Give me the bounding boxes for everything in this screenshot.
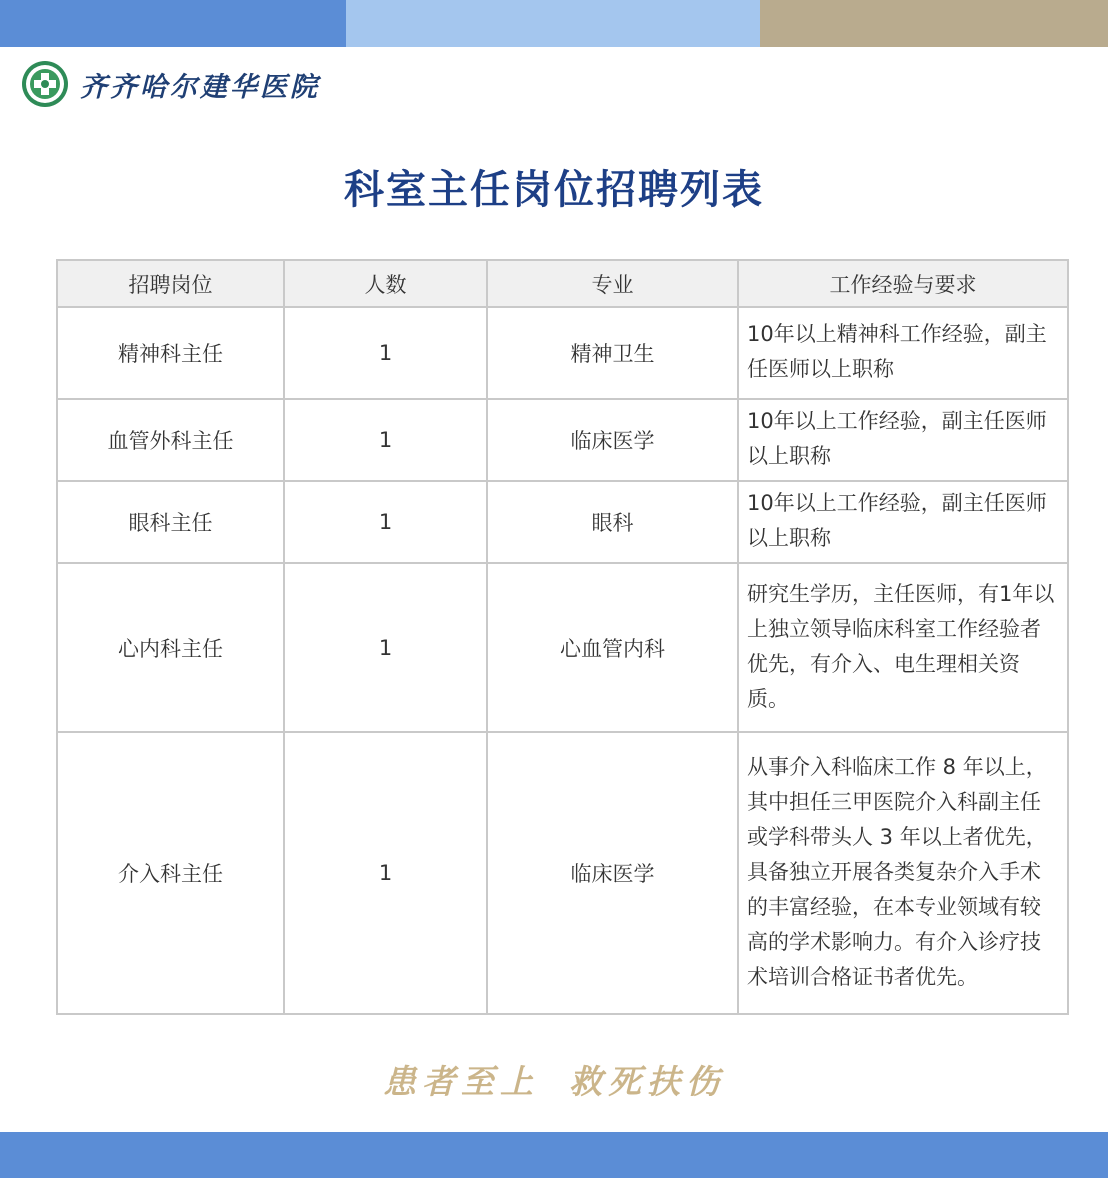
cell-count: 1: [284, 732, 487, 1014]
header-requirement: 工作经验与要求: [738, 260, 1068, 307]
cell-count: 1: [284, 307, 487, 399]
cell-position: 精神科主任: [57, 307, 284, 399]
page-title: 科室主任岗位招聘列表: [344, 166, 764, 213]
cell-major: 心血管内科: [487, 563, 738, 732]
cell-count: 1: [284, 481, 487, 563]
hospital-name: 齐齐哈尔建华医院: [80, 71, 320, 103]
cell-requirement: 研究生学历，主任医师，有1年以上独立领导临床科室工作经验者优先，有介入、电生理相关资质。: [738, 563, 1068, 732]
slogan-part-1: 患者至上: [383, 1062, 539, 1101]
bottom-color-bar: [0, 1132, 1108, 1178]
cell-major: 精神卫生: [487, 307, 738, 399]
hospital-emblem-icon: [20, 59, 70, 109]
hospital-logo: [20, 58, 320, 110]
table-row: [57, 563, 1068, 732]
cell-position: 眼科主任: [57, 481, 284, 563]
header-major: 专业: [487, 260, 738, 307]
cell-position: 心内科主任: [57, 563, 284, 732]
table-row: [57, 732, 1068, 1014]
recruitment-table: [56, 259, 1069, 1015]
cell-position: 介入科主任: [57, 732, 284, 1014]
table-row: [57, 307, 1068, 399]
hospital-slogan: [0, 1056, 1108, 1103]
cell-count: 1: [284, 399, 487, 481]
header-count: 人数: [284, 260, 487, 307]
cell-major: 眼科: [487, 481, 738, 563]
top-bar-blue-segment: [0, 0, 346, 47]
table-row: [57, 481, 1068, 563]
top-color-bar: [0, 0, 1108, 47]
cell-count: 1: [284, 563, 487, 732]
table-row: [57, 399, 1068, 481]
cell-major: 临床医学: [487, 732, 738, 1014]
header-position: 招聘岗位: [57, 260, 284, 307]
top-bar-tan-segment: [760, 0, 1108, 47]
cell-requirement: 从事介入科临床工作 8 年以上，其中担任三甲医院介入科副主任或学科带头人 3 年以上者优先，具备独立开展各类复杂介入手术的丰富经验，在本专业领域有较高的学术影响力。有介入诊疗技术培训合格证书者优先。: [738, 732, 1068, 1014]
cell-major: 临床医学: [487, 399, 738, 481]
cell-position: 血管外科主任: [57, 399, 284, 481]
cell-requirement: 10年以上工作经验，副主任医师以上职称: [738, 481, 1068, 563]
slogan-part-2: 救死扶伤: [569, 1062, 725, 1101]
cell-requirement: 10年以上精神科工作经验，副主任医师以上职称: [738, 307, 1068, 399]
top-bar-light-blue-segment: [346, 0, 760, 47]
cell-requirement: 10年以上工作经验，副主任医师以上职称: [738, 399, 1068, 481]
